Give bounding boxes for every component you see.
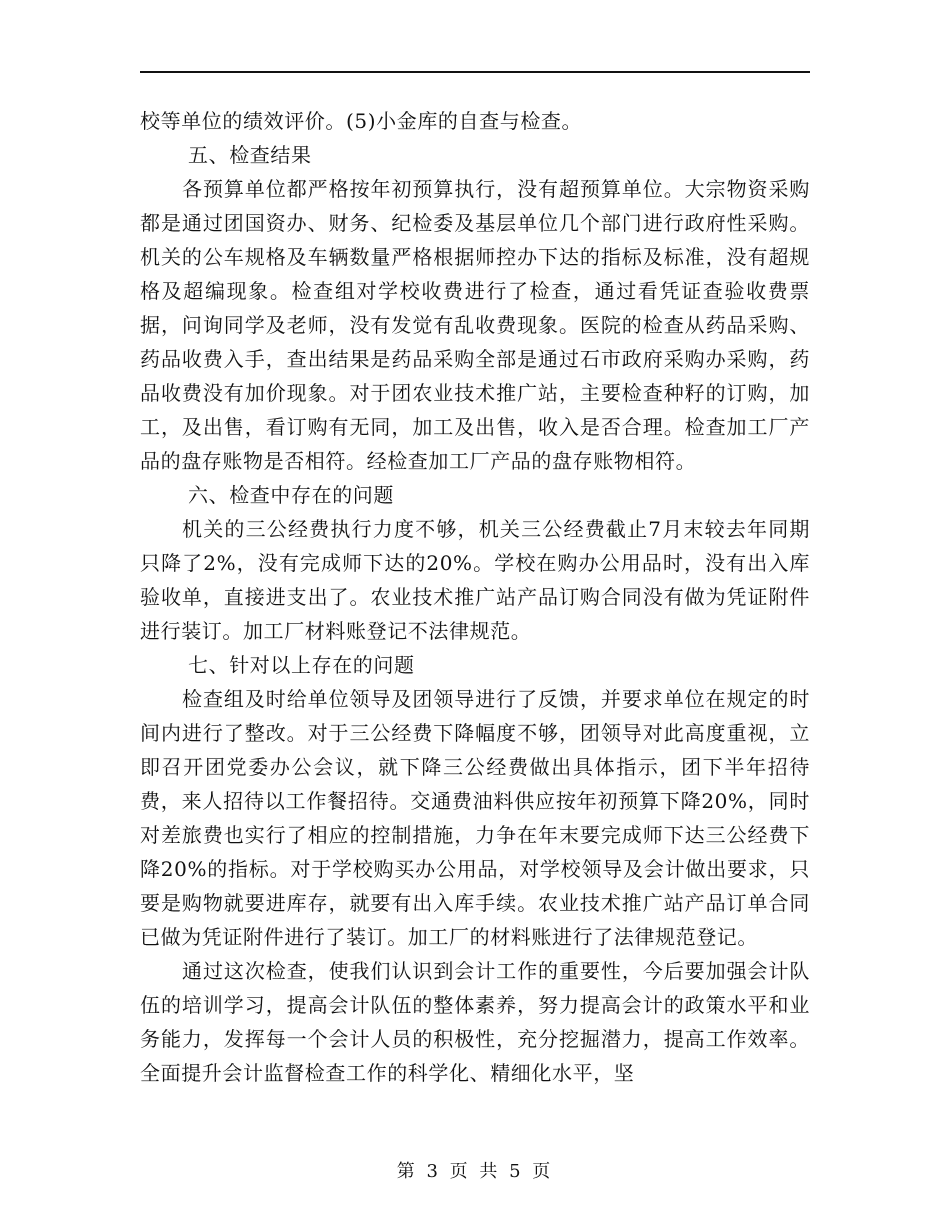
header-rule [140, 71, 810, 73]
section-heading-results: 五、检查结果 [188, 143, 312, 167]
section-heading-remedies: 七、针对以上存在的问题 [188, 653, 415, 677]
paragraph-results: 各预算单位都严格按年初预算执行，没有超预算单位。大宗物资采购都是通过团国资办、财务、纪检委及基层单位几个部门进行政府性采购。机关的公车规格及车辆数量严格根据师控办下达的指标及标准，没有超规格及超编现象。检查组对学校收费进行了检查，通过看凭证查验收费票据，问询同学及老师，没有发觉有乱收费现象。医院的检查从药品采购、药品收费入手，查出结果是药品采购全部是通过石市政府采购办采购，药品收费没有加价现象。对于团农业技术推广站，主要检查种籽的订购，加工，及出售，看订购有无同，加工及出售，收入是否合理。检查加工厂产品的盘存账物是否相符。经检查加工厂产品的盘存账物相符。 [140, 177, 810, 473]
document-body [140, 104, 810, 1090]
section-heading-problems: 六、检查中存在的问题 [188, 483, 394, 507]
paragraph-continued: 校等单位的绩效评价。(5)小金库的自查与检查。 [140, 109, 583, 133]
paragraph-problems: 机关的三公经费执行力度不够，机关三公经费截止7月末较去年同期只降了2%，没有完成师下达的20%。学校在购办公用品时，没有出入库验收单，直接进支出了。农业技术推广站产品订购合同没有做为凭证附件进行装订。加工厂材料账登记不法律规范。 [140, 517, 810, 643]
paragraph-remedies: 检查组及时给单位领导及团领导进行了反馈，并要求单位在规定的时间内进行了整改。对于三公经费下降幅度不够，团领导对此高度重视，立即召开团党委办公会议，就下降三公经费做出具体指示，团下半年招待费，来人招待以工作餐招待。交通费油料供应按年初预算下降20%，同时对差旅费也实行了相应的控制措施，力争在年末要完成师下达三公经费下降20%的指标。对于学校购买办公用品，对学校领导及会计做出要求，只要是购物就要进库存，就要有出入库手续。农业技术推广站产品订单合同已做为凭证附件进行了装订。加工厂的材料账进行了法律规范登记。 [140, 687, 810, 949]
paragraph-conclusion: 通过这次检查，使我们认识到会计工作的重要性，今后要加强会计队伍的培训学习，提高会计队伍的整体素养，努力提高会计的政策水平和业务能力，发挥每一个会计人员的积极性，充分挖掘潜力，提高工作效率。全面提升会计监督检查工作的科学化、精细化水平，坚 [140, 959, 810, 1085]
page-number: 第 3 页 共 5 页 [396, 1161, 554, 1182]
